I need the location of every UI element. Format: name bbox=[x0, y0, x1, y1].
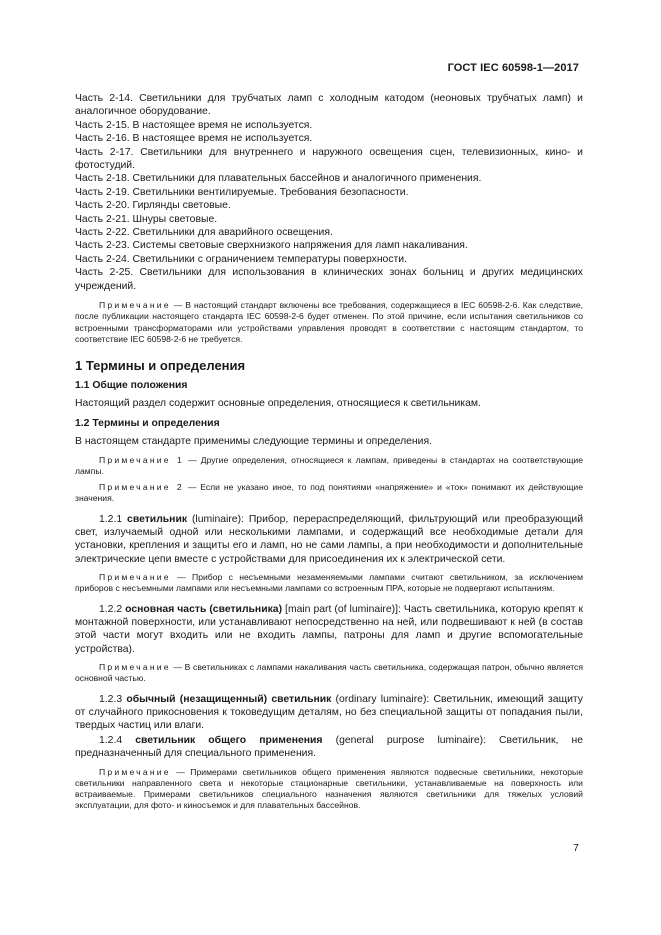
note-text: — В настоящий стандарт включены все требования, содержащиеся в IEC 60598-2-6. Как следствие, после публикации настоящего стандарта IEC 60598-2-6 будет отменен. По этой причине, если испытания светильников со встроенными трансформаторами или устройствами управления проводят в соответствии с настоящим стандартом, то соответствие IEC 60598-2-6 не требуется. bbox=[75, 300, 583, 344]
term-definition bbox=[75, 513, 583, 567]
term-text: (general purpose luminaire): Светильник, не предназначенный для специального применения. bbox=[75, 734, 584, 760]
note-label: Примечание bbox=[99, 300, 171, 311]
list-item: Часть 2-23. Системы световые сверхнизкого напряжения для ламп накаливания. bbox=[75, 240, 468, 252]
subsection-heading: 1.2 Термины и определения bbox=[75, 418, 220, 430]
term-name: светильник общего применения bbox=[135, 734, 323, 746]
list-item: Часть 2-24. Светильники с ограничением температуры поверхности. bbox=[75, 253, 407, 265]
note-text: — В светильниках с лампами накаливания часть светильника, содержащая патрон, обычно является основной частью. bbox=[75, 662, 583, 684]
term-name: светильник bbox=[127, 513, 188, 525]
list-item: Часть 2-25. Светильники для использования в клинических зонах больниц и других медицинских учреждений. bbox=[75, 267, 583, 292]
note bbox=[75, 455, 583, 477]
note-text: — Другие определения, относящиеся к лампам, приведены в стандартах на соответствующие лампы. bbox=[75, 454, 583, 476]
note-label: Примечание 1 bbox=[99, 454, 184, 465]
note-label: Примечание bbox=[99, 662, 171, 673]
term-number: 1.2.1 bbox=[99, 513, 123, 525]
note-label: Примечание bbox=[99, 572, 171, 583]
section-heading: 1 Термины и определения bbox=[75, 357, 246, 373]
paragraph: Настоящий раздел содержит основные определения, относящиеся к светильникам. bbox=[75, 397, 481, 409]
list-item: Часть 2-14. Светильники для трубчатых ламп с холодным катодом (неоновых трубчатых ламп) и аналогичное оборудование. bbox=[75, 93, 583, 118]
note bbox=[75, 482, 583, 504]
note bbox=[75, 662, 583, 684]
term-text: (luminaire): Прибор, перераспределяющий, фильтрующий или преобразующий свет, излучаемый одной или несколькими лампами, и содержащий все необходимые детали для установки, крепления и защиты его и ламп, но не сами лампы, а при необходимости и дополнительные электрические цепи вместе с устройствами для присоединения их к электрической сети. bbox=[75, 513, 584, 565]
note-text: — Прибор с несъемными незаменяемыми лампами считают светильником, за исключением приборов с несъемными лампами или несъемными лампами со встроенным ПРА, которые не подвергают испытаниям. bbox=[75, 572, 583, 594]
list-item: Часть 2-20. Гирлянды световые. bbox=[75, 200, 231, 212]
list-item: Часть 2-21. Шнуры световые. bbox=[75, 213, 218, 225]
note-label: Примечание 2 bbox=[99, 482, 184, 493]
note-text: — Примерами светильников общего применения являются подвесные светильники, некоторые светильники направленного света и некоторые стационарные светильники, устанавливаемые на поверхность или встраиваемые. Примерами светильников специального назначения являются светильники для тяжелых условий эксплуатации, для фото- и киносъемок и для плавательных бассейнов. bbox=[75, 766, 583, 811]
term-number: 1.2.2 bbox=[99, 603, 123, 615]
term-name: обычный (незащищенный) светильник bbox=[126, 693, 332, 705]
note-text: — Если не указано иное, то под понятиями «напряжение» и «ток» понимают их действующие значения. bbox=[75, 482, 583, 504]
term-text: (ordinary luminaire): Светильник, имеющий защиту от случайного прикосновения к токоведущим деталям, но без специальной защиты от попадания пыли, твердых частиц или влаги. bbox=[75, 693, 583, 732]
note bbox=[75, 572, 583, 594]
term-name: основная часть (светильника) bbox=[125, 603, 283, 615]
list-item: Часть 2-16. В настоящее время не используется. bbox=[75, 133, 313, 145]
note bbox=[75, 767, 583, 812]
term-text: [main part (of luminaire)]: Часть светильника, которую крепят к монтажной поверхности, или устанавливают непосредственно на ней, или подвешивают к ней (в состав этой части могут входить или не входить лампы, патроны для ламп и другие вспомогательные устройства). bbox=[75, 603, 584, 655]
subsection-heading: 1.1 Общие положения bbox=[75, 379, 188, 391]
term-definition bbox=[75, 734, 583, 761]
list-item: Часть 2-22. Светильники для аварийного освещения. bbox=[75, 227, 333, 239]
list-item: Часть 2-19. Светильники вентилируемые. Требования безопасности. bbox=[75, 186, 409, 198]
list-item: Часть 2-15. В настоящее время не используется. bbox=[75, 119, 313, 131]
paragraph: В настоящем стандарте применимы следующие термины и определения. bbox=[75, 436, 432, 448]
document-header: ГОСТ IEC 60598-1—2017 bbox=[447, 62, 579, 74]
term-number: 1.2.4 bbox=[99, 734, 123, 746]
term-definition bbox=[75, 603, 583, 657]
parts-list bbox=[75, 92, 583, 293]
term-definition bbox=[75, 693, 583, 733]
note-label: Примечание bbox=[99, 766, 171, 777]
term-number: 1.2.3 bbox=[99, 693, 123, 705]
page-content bbox=[75, 92, 583, 811]
page-number: 7 bbox=[573, 842, 579, 854]
list-item: Часть 2-17. Светильники для внутреннего и наружного освещения сцен, телевизионных, кино- и фотостудий. bbox=[75, 146, 583, 172]
note bbox=[75, 300, 583, 345]
list-item: Часть 2-18. Светильники для плавательных бассейнов и аналогичного применения. bbox=[75, 173, 482, 185]
